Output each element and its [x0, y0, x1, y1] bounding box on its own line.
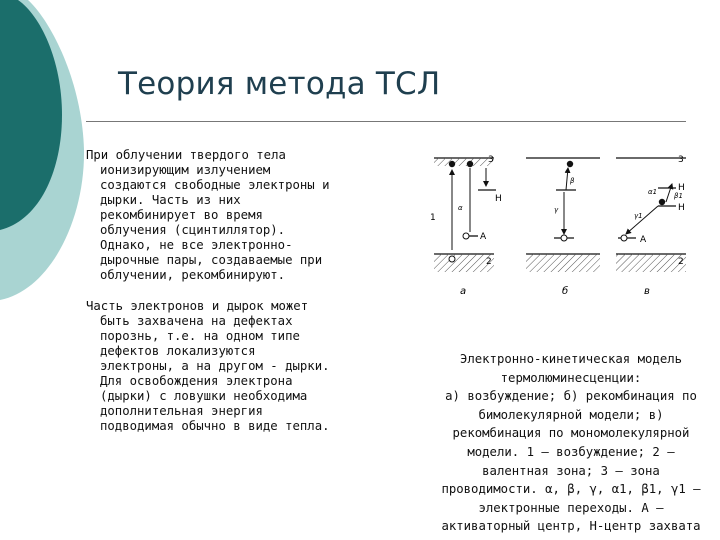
label-2: 2 — [486, 257, 492, 267]
panel-b — [526, 158, 600, 297]
label-beta: β — [570, 177, 575, 185]
panel-a-label: а — [460, 286, 467, 297]
caption-line: а) возбуждение; б) рекомбинация по — [445, 389, 697, 404]
text-line: ионизирующим излучением — [100, 163, 271, 177]
caption-line: Электронно-кинетическая модель — [459, 352, 683, 366]
text-line: порознь, т.е. на одном типе — [100, 329, 300, 343]
title-divider — [86, 121, 686, 122]
slide-title: Теория метода ТСЛ — [118, 66, 441, 102]
label-3c: 3 — [678, 155, 684, 165]
text-line: дырочные пары, создаваемые при — [100, 253, 323, 267]
text-line: дефектов локализуются — [100, 344, 256, 358]
text-line: дополнительная энергия — [100, 404, 263, 418]
text-line: дырки. Часть из них — [100, 193, 241, 207]
panel-b-label: б — [562, 286, 569, 297]
label-beta1: β1 — [674, 192, 683, 200]
caption-line: валентная зона; 3 – зона — [482, 463, 660, 478]
text-line: (дырки) с ловушки необходима — [100, 389, 308, 403]
panel-c-label: в — [644, 286, 650, 297]
caption-line: термолюминесценции: — [500, 370, 642, 385]
caption-line: модели. 1 – возбуждение; 2 – — [467, 444, 675, 459]
caption-line: активаторный центр, Н-центр захвата — [441, 519, 701, 534]
label-2c: 2 — [678, 257, 684, 267]
caption-line: бимолекулярной модели; в) — [478, 407, 664, 422]
label-a: А — [480, 232, 487, 242]
label-ac: А — [640, 235, 647, 245]
panel-a — [430, 155, 502, 297]
text-line: облучении, рекомбинируют. — [100, 268, 286, 282]
text-line: облучения (сцинтиллятор). — [100, 223, 286, 237]
label-gamma1: γ1 — [634, 212, 643, 220]
label-alpha1: α1 — [648, 188, 658, 196]
label-3: 3 — [488, 155, 494, 165]
energy-band-diagram — [422, 146, 692, 298]
text-line: Часть электронов и дырок может — [86, 299, 309, 313]
caption-line: проводимости. α, β, γ, α1, β1, γ1 – — [441, 482, 701, 497]
label-hc2: Н — [678, 203, 685, 213]
label-alpha: α — [458, 204, 463, 212]
text-line: Однако, не все электронно- — [100, 238, 293, 252]
text-line: создаются свободные электроны и — [100, 178, 330, 192]
text-line: быть захвачена на дефектах — [100, 314, 293, 328]
text-line: Для освобождения электрона — [100, 374, 293, 388]
text-line: подводимая обычно в виде тепла. — [100, 419, 330, 433]
text-line: При облучении твердого тела — [86, 148, 286, 162]
caption-line: электронные переходы. А – — [478, 500, 664, 515]
paragraph-trapping — [86, 299, 404, 434]
caption-line: рекомбинация по мономолекулярной — [452, 426, 690, 441]
label-gamma: γ — [554, 206, 559, 214]
label-hc1: Н — [678, 183, 685, 193]
text-line: рекомбинирует во время — [100, 208, 263, 222]
label-h: Н — [495, 194, 502, 204]
panel-c — [616, 155, 686, 297]
label-1: 1 — [430, 213, 436, 223]
paragraph-irradiation — [86, 148, 404, 283]
figure-caption — [428, 350, 714, 536]
decorative-arc-shapes — [0, 0, 90, 320]
text-line: электроны, а на другом - дырки. — [100, 359, 330, 373]
